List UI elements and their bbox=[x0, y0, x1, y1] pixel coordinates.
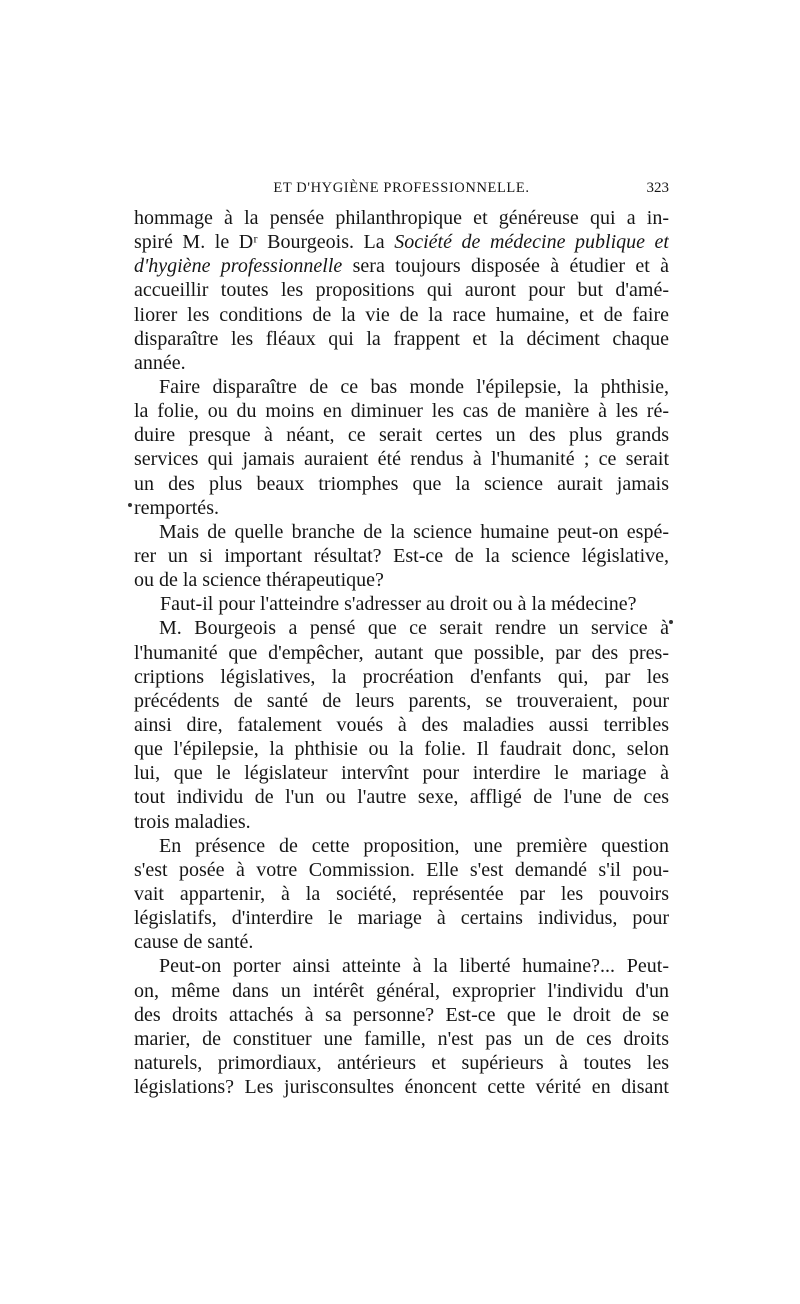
page-number: 323 bbox=[646, 180, 669, 196]
text-line: trois maladies. bbox=[134, 810, 251, 833]
text-line: ou de la science thérapeutique? bbox=[134, 569, 384, 592]
text-line: tout individu de l'un ou l'autre sexe, affligé de l'une de ces bbox=[134, 786, 669, 809]
text-line: hommage à la pensée philanthropique et généreuse qui a in- bbox=[134, 207, 669, 229]
text-line: criptions législatives, la procréation d'enfants qui, par les bbox=[134, 665, 669, 688]
text-line: ainsi dire, fatalement voués à des maladies aussi terribles bbox=[134, 713, 669, 736]
text-line: marier, de constituer une famille, n'est pas un de ces droits bbox=[134, 1027, 669, 1050]
text-line: un des plus beaux triomphes que la science aurait jamais bbox=[134, 472, 669, 495]
running-head bbox=[134, 176, 669, 200]
text-line: Faut-il pour l'atteindre s'adresser au droit ou à la médecine? bbox=[160, 593, 637, 616]
body-text bbox=[134, 206, 669, 1099]
text-line: disparaître les fléaux qui la frappent et la déciment chaque bbox=[134, 327, 669, 350]
text-line: remportés. bbox=[134, 496, 219, 519]
margin-speck bbox=[669, 620, 673, 624]
text-line: que l'épilepsie, la phthisie ou la folie. Il faudrait donc, selon bbox=[134, 738, 669, 761]
text-line: M. Bourgeois a pensé que ce serait rendre un service à bbox=[159, 617, 669, 640]
text-line: Mais de quelle branche de la science humaine peut-on espé- bbox=[159, 520, 669, 543]
text-line: services qui jamais auraient été rendus à l'humanité ; ce serait bbox=[134, 448, 669, 471]
text-line: année. bbox=[134, 351, 186, 374]
text-line: cause de santé. bbox=[134, 931, 254, 954]
text-line: législations? Les jurisconsultes énoncent cette vérité en disant bbox=[134, 1076, 669, 1099]
text-line: on, même dans un intérêt général, exproprier l'individu d'un bbox=[134, 979, 669, 1002]
margin-speck bbox=[128, 503, 132, 507]
text-line: En présence de cette proposition, une première question bbox=[159, 834, 669, 857]
text-line: législatifs, d'interdire le mariage à certains individus, pour bbox=[134, 907, 669, 930]
italic-society-name: Société de médecine publique et bbox=[394, 231, 669, 254]
running-title: ET D'HYGIÈNE PROFESSIONNELLE. bbox=[273, 180, 530, 196]
text-line: liorer les conditions de la vie de la race humaine, et de faire bbox=[134, 303, 669, 326]
text-line: d'hygiène professionnelle sera toujours disposée à étudier et à bbox=[134, 255, 669, 278]
text-line: rer un si important résultat? Est-ce de la science législative, bbox=[134, 544, 669, 567]
text-line: vait appartenir, à la société, représentée par les pouvoirs bbox=[134, 882, 669, 905]
text-line: accueillir toutes les propositions qui auront pour but d'amé- bbox=[134, 279, 669, 302]
text-line: l'humanité que d'empêcher, autant que possible, par des pres- bbox=[134, 641, 669, 664]
text-line: Peut-on porter ainsi atteinte à la liberté humaine?... Peut- bbox=[159, 955, 669, 978]
text-line: naturels, primordiaux, antérieurs et supérieurs à toutes les bbox=[134, 1051, 669, 1074]
text-line: précédents de santé de leurs parents, se trouveraient, pour bbox=[134, 689, 669, 712]
text-line: spiré M. le Dʳ Bourgeois. La Société de médecine publique et bbox=[134, 231, 669, 254]
text-line: duire presque à néant, ce serait certes un des plus grands bbox=[134, 424, 669, 447]
text-line: lui, que le législateur intervînt pour interdire le mariage à bbox=[134, 762, 669, 785]
text-line: des droits attachés à sa personne? Est-ce que le droit de se bbox=[134, 1003, 669, 1026]
text-line: s'est posée à votre Commission. Elle s'est demandé s'il pou- bbox=[134, 858, 669, 881]
text-line: la folie, ou du moins en diminuer les cas de manière à les ré- bbox=[134, 400, 669, 423]
text-line: Faire disparaître de ce bas monde l'épilepsie, la phthisie, bbox=[159, 375, 669, 398]
italic-society-name: d'hygiène professionnelle bbox=[134, 255, 343, 278]
